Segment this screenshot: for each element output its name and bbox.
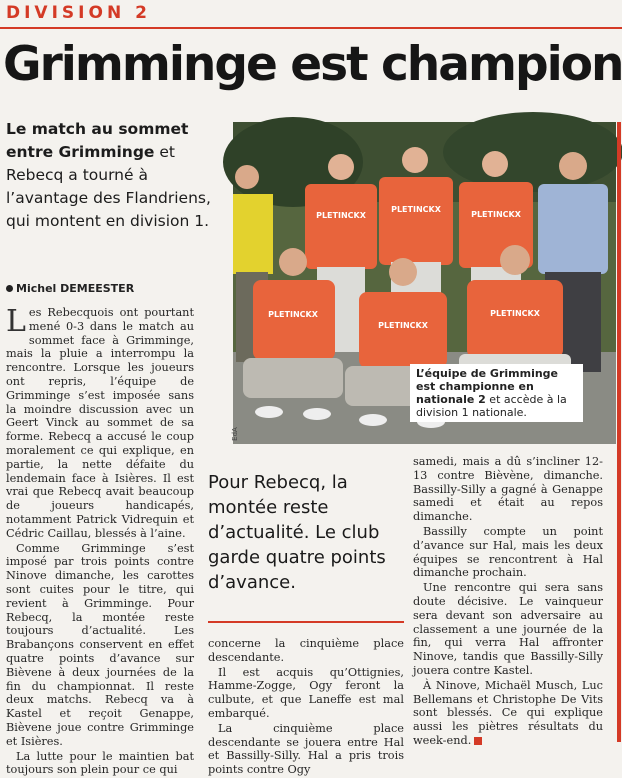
article-column-3 — [413, 455, 603, 749]
pull-quote: Pour Rebecq, la montée reste d’actualité. Le club garde quatre points d’avance. — [208, 472, 386, 593]
shirt-text: PLETINCKX — [268, 310, 318, 319]
paragraph: Une rencontre qui sera sans doute décisive. Le vainqueur sera devant son adversaire au classement a une journée de la fin, qui verra Hal affronter Ninove, tandis que Bassilly-Silly jouera contre Kastel. — [413, 581, 603, 677]
photo-caption — [410, 364, 583, 422]
section-rule — [0, 27, 622, 29]
side-accent-rule — [617, 122, 621, 742]
paragraph: concerne la cinquième place descendante. — [208, 637, 404, 664]
paragraph: À Ninove, Michaël Musch, Luc Bellemans et Christophe De Vits sont blessés. Ce qui explique aussi les piètres résultats du week-end. — [413, 678, 603, 747]
byline — [6, 282, 134, 295]
article-column-2 — [208, 637, 404, 778]
shirt-text: PLETINCKX — [378, 321, 428, 330]
lead-paragraph — [6, 118, 228, 233]
lead-rest: et Rebecq a tourné à l’avantage des Flandriens, qui montent en division 1. — [6, 143, 211, 230]
headline: Grimminge est champion — [3, 37, 622, 92]
paragraph: Comme Grimminge s’est imposé par trois points contre Ninove dimanche, les carottes sont cuites pour le titre, qui revient à Grimminge. Pour Rebecq, la montée reste toujours d’actualité. Les Brabançons conservent en effet quatre points d’avance sur Bièvene à deux journées de la fin du championnat. Il reste deux matchs. Rebecq va à Kastel et reçoit Genappe, Bièvene joue contre Grimminge et Isières. — [6, 541, 194, 748]
shirt-text: PLETINCKX — [471, 210, 521, 219]
article-column-1 — [6, 306, 194, 778]
photo-credit: EdA — [230, 427, 239, 441]
drop-cap: L — [6, 304, 26, 339]
shirt-text: PLETINCKX — [391, 205, 441, 214]
lead-bold: Le match au sommet entre Grimminge — [6, 120, 189, 161]
section-label: DIVISION 2 — [6, 3, 151, 23]
end-of-article-icon — [474, 737, 482, 745]
shirt-text: PLETINCKX — [490, 309, 540, 318]
paragraph: La cinquième place descendante se jouera entre Hal et Bassilly-Silly. Hal a pris trois points contre Ogy — [208, 721, 404, 777]
shirt-text: PLETINCKX — [316, 211, 366, 220]
paragraph: Il est acquis qu’Ottignies, Hamme-Zogge, Ogy feront la culbute, et que Laneffe est mal embarqué. — [208, 665, 404, 720]
paragraph: es Rebecquois ont pourtant mené 0-3 dans le match au sommet face à Grimminge, mais la pluie a interrompu la rencontre. Lorsque les joueurs ont repris, l’équipe de Grimminge s’est imposée sans la moindre discussion avec un Geert Vinck au sommet de sa forme. Rebecq a accusé le coup moralement ce qui explique, en partie, la nette défaite du lendemain face à Isières. Il est vrai que Rebecq avait beaucoup de joueurs handicapés, notamment Patrick Vidrequin et Cédric Caillau, blessés à l’aine. — [6, 306, 194, 540]
paragraph: samedi, mais a dû s’incliner 12-13 contre Bièvène, dimanche. Bassilly-Silly a gagné à Genappe samedi et était au repos dimanche. — [413, 455, 603, 524]
author-name: Michel DEMEESTER — [16, 282, 135, 295]
paragraph: Bassilly compte un point d’avance sur Hal, mais les deux équipes se rencontrent à Hal dimanche prochain. — [413, 524, 603, 580]
caption-rest: et accède à la division 1 nationale. — [416, 393, 567, 419]
bullet-icon — [6, 285, 13, 292]
pull-quote-rule — [208, 621, 404, 623]
paragraph: La lutte pour le maintien bat toujours son plein pour ce qui — [6, 749, 194, 777]
caption-bold: L’équipe de Grimminge est championne en nationale 2 — [416, 367, 559, 406]
